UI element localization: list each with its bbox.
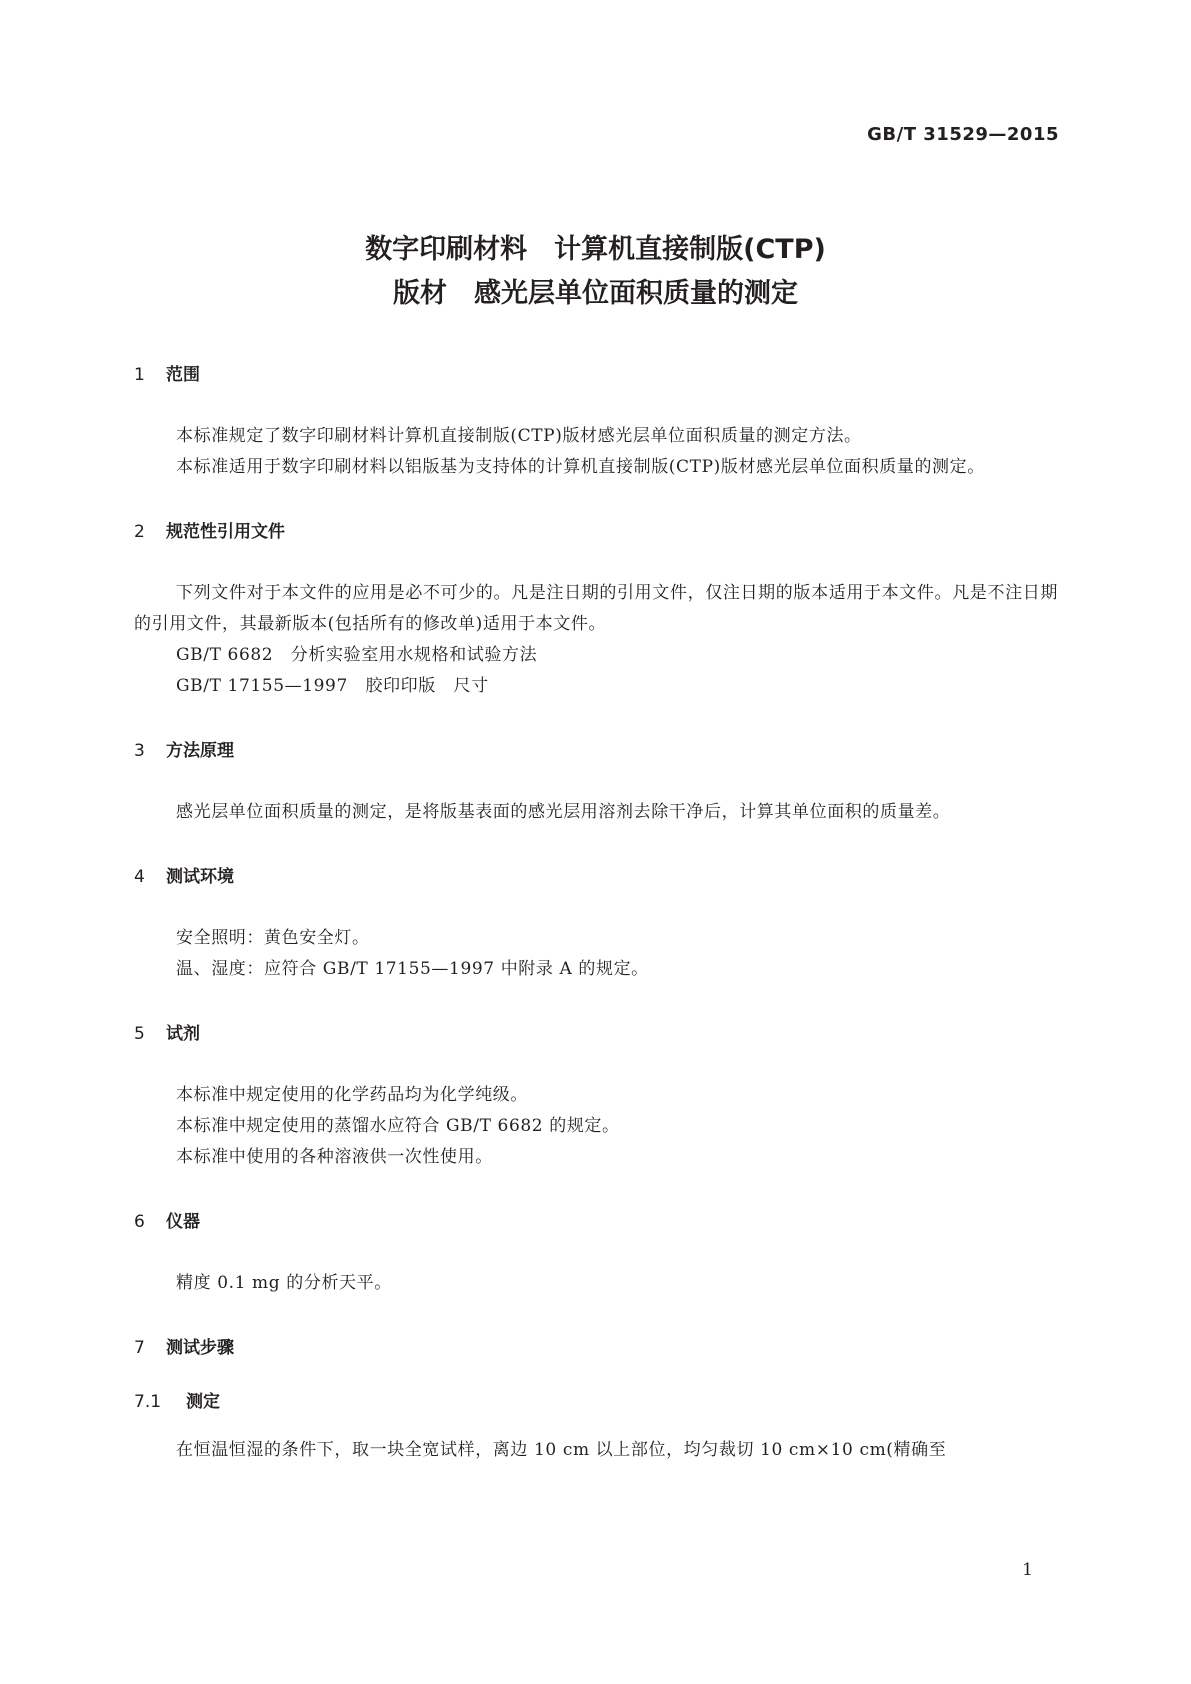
section-number: 5: [134, 1024, 145, 1044]
section-title: 仪器: [166, 1212, 200, 1232]
section-title: 方法原理: [166, 741, 234, 761]
section-number: 3: [134, 741, 145, 761]
paragraph: 下列文件对于本文件的应用是必不可少的。凡是注日期的引用文件，仅注日期的版本适用于本文件。凡是不注日期的引用文件，其最新版本(包括所有的修改单)适用于本文件。: [134, 583, 1058, 634]
paragraph: 在恒温恒湿的条件下，取一块全宽试样，离边 10 cm 以上部位，均匀裁切 10 cm×10 cm(精确至: [176, 1440, 947, 1460]
section-number: 1: [134, 365, 145, 385]
section-title: 测试步骤: [166, 1338, 234, 1358]
normative-reference: GB/T 6682 分析实验室用水规格和试验方法: [176, 645, 538, 665]
paragraph: 本标准适用于数字印刷材料以铝版基为支持体的计算机直接制版(CTP)版材感光层单位面积质量的测定。: [176, 457, 985, 477]
section-heading: [134, 517, 1058, 547]
paragraph: 本标准中规定使用的蒸馏水应符合 GB/T 6682 的规定。: [176, 1116, 620, 1136]
document-title: [0, 228, 1191, 316]
standard-code: GB/T 31529—2015: [867, 124, 1059, 145]
paragraph: 本标准中规定使用的化学药品均为化学纯级。: [176, 1085, 528, 1105]
paragraph: 安全照明：黄色安全灯。: [176, 928, 370, 948]
paragraph: 本标准规定了数字印刷材料计算机直接制版(CTP)版材感光层单位面积质量的测定方法。: [176, 426, 862, 446]
section-title: 规范性引用文件: [166, 522, 285, 542]
title-line-1: 数字印刷材料 计算机直接制版(CTP): [365, 234, 826, 265]
section-title: 测试环境: [166, 867, 234, 887]
section-heading: [134, 360, 1058, 390]
paragraph: 温、湿度：应符合 GB/T 17155—1997 中附录 A 的规定。: [176, 959, 649, 979]
section-number: 4: [134, 867, 145, 887]
paragraph: 本标准中使用的各种溶液供一次性使用。: [176, 1147, 493, 1167]
section-heading: [134, 862, 1058, 892]
section-number: 7: [134, 1338, 145, 1358]
section-title: 测定: [186, 1392, 220, 1412]
paragraph: 精度 0.1 mg 的分析天平。: [176, 1273, 392, 1293]
normative-reference: GB/T 17155—1997 胶印印版 尺寸: [176, 676, 489, 696]
section-heading: [134, 1019, 1058, 1049]
section-heading: [134, 736, 1058, 766]
section-heading: [134, 1333, 1058, 1363]
subsection-heading: [134, 1387, 1058, 1417]
section-title: 范围: [166, 365, 200, 385]
paragraph: 感光层单位面积质量的测定，是将版基表面的感光层用溶剂去除干净后，计算其单位面积的质量差。: [176, 802, 951, 822]
section-number: 7.1: [134, 1392, 162, 1412]
section-heading: [134, 1207, 1058, 1237]
title-line-2: 版材 感光层单位面积质量的测定: [393, 278, 798, 309]
page-number: 1: [1022, 1560, 1033, 1580]
section-title: 试剂: [166, 1024, 200, 1044]
document-body: [134, 360, 1058, 1466]
section-number: 2: [134, 522, 145, 542]
section-number: 6: [134, 1212, 145, 1232]
